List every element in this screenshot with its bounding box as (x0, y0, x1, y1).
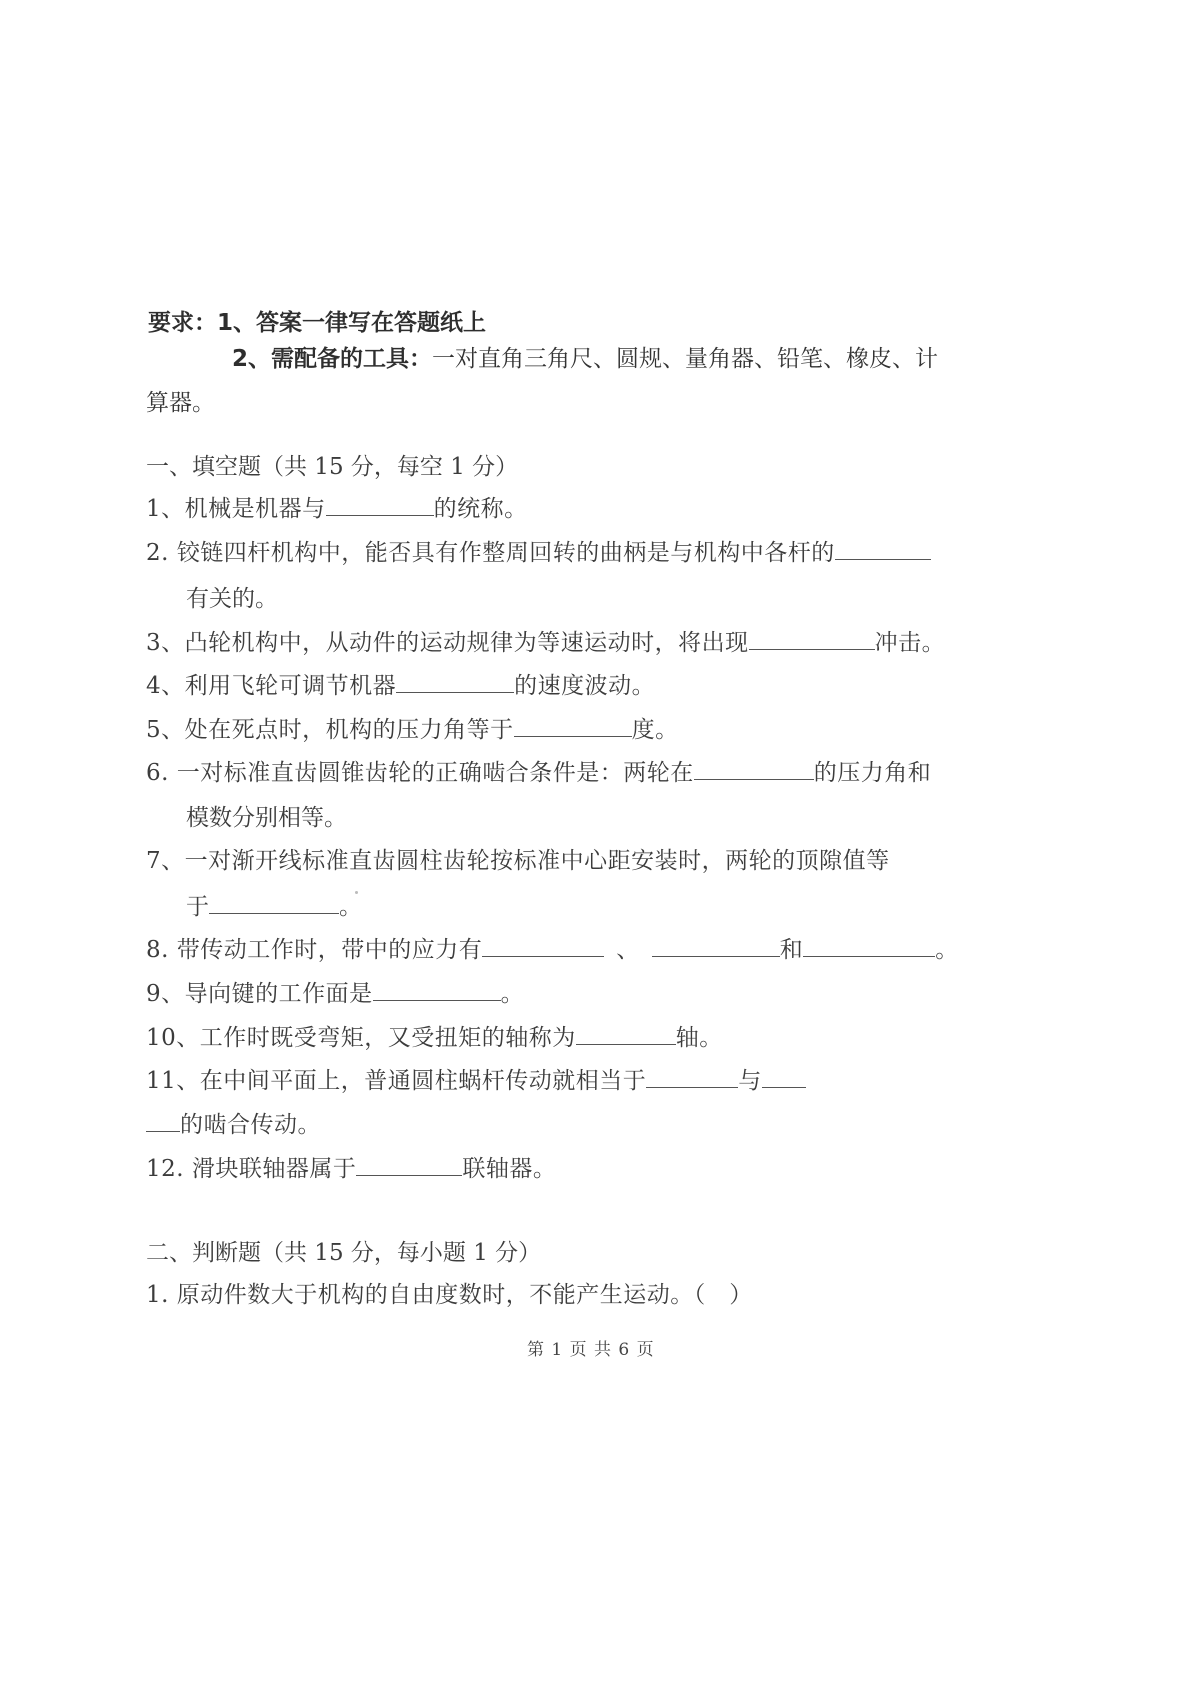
answer-blank (514, 718, 632, 737)
answer-blank (576, 1026, 676, 1045)
requirements-line-1: 要求：1、答案一律写在答题纸上 (148, 310, 487, 336)
fill-question-6: 6. 一对标准直齿圆锥齿轮的正确啮合条件是：两轮在 的压力角和 (146, 760, 932, 786)
fill-question-4: 4、利用飞轮可调节机器 的速度波动。 (146, 673, 656, 699)
fill-question-5: 5、处在死点时，机构的压力角等于 度。 (146, 717, 679, 743)
fill-question-1: 1、机械是机器与 的统称。 (146, 496, 528, 522)
fill-question-7-cont: 于 。 (186, 894, 362, 920)
answer-blank (209, 895, 339, 914)
section-2-title: 二、判断题（共 15 分，每小题 1 分） (146, 1240, 542, 1266)
answer-blank (326, 497, 434, 516)
answer-blank (803, 938, 935, 957)
fill-question-11: 11、在中间平面上，普通圆柱蜗杆传动就相当于 与 (146, 1062, 806, 1095)
fill-question-9: 9、导向键的工作面是 。 (146, 981, 525, 1007)
answer-blank (146, 1113, 180, 1132)
fill-question-2: 2. 铰链四杆机构中，能否具有作整周回转的曲柄是与机构中各杆的 (146, 534, 931, 567)
answer-blank (356, 1157, 462, 1176)
answer-blank (396, 674, 514, 693)
section-1-title: 一、填空题（共 15 分，每空 1 分） (146, 454, 519, 480)
fill-question-6-cont: 模数分别相等。 (186, 805, 347, 831)
fill-question-10: 10、工作时既受弯矩，又受扭矩的轴称为 轴。 (146, 1025, 723, 1051)
fill-question-2-cont: 有关的。 (186, 586, 278, 612)
page-footer: 第 1 页 共 6 页 (527, 1340, 655, 1360)
answer-blank (652, 938, 780, 957)
scan-speck (355, 891, 358, 894)
answer-blank (694, 761, 814, 780)
answer-blank (762, 1069, 806, 1088)
requirements-line-3: 算器。 (146, 390, 215, 416)
requirements-tools-label: 2、需配备的工具： (232, 346, 433, 372)
answer-blank (835, 541, 931, 560)
answer-blank (373, 982, 501, 1001)
fill-question-7: 7、一对渐开线标准直齿圆柱齿轮按标准中心距安装时，两轮的顶隙值等 (146, 848, 890, 874)
judge-question-1: 1. 原动件数大于机构的自由度数时，不能产生运动。（ ） (146, 1282, 753, 1308)
answer-blank (749, 631, 875, 650)
answer-blank (646, 1069, 738, 1088)
requirements-tools-list: 一对直角三角尺、圆规、量角器、铅笔、橡皮、计 (432, 346, 939, 372)
fill-question-3: 3、凸轮机构中，从动件的运动规律为等速运动时，将出现 冲击。 (146, 630, 946, 656)
fill-question-11-cont: 的啮合传动。 (146, 1106, 321, 1139)
fill-question-8: 8. 带传动工作时，带中的应力有 、 和 。 (146, 937, 959, 963)
fill-question-12: 12. 滑块联轴器属于 联轴器。 (146, 1156, 557, 1182)
requirements-line-2 (232, 340, 938, 373)
answer-blank (482, 938, 604, 957)
